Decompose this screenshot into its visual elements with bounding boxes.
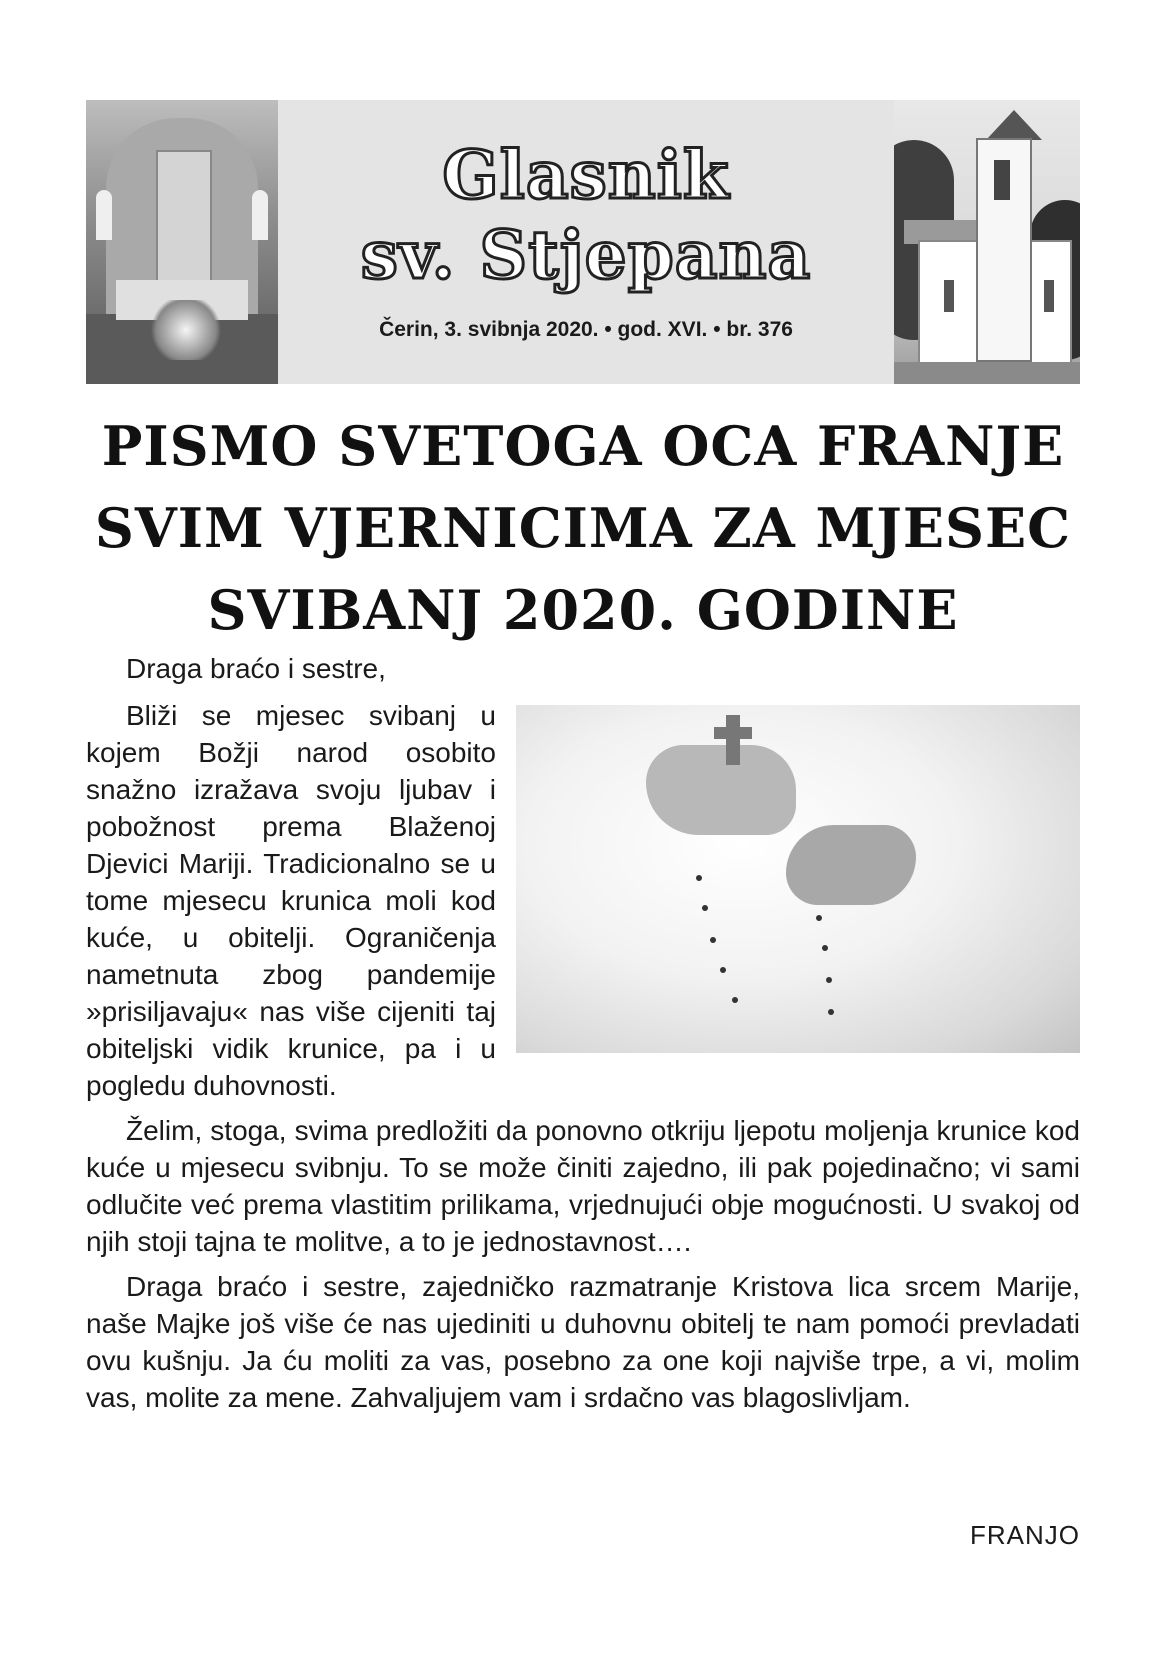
headline-line2: SVIM VJERNICIMA ZA MJESEC <box>94 496 1072 560</box>
paragraph-2: Želim, stoga, svima predložiti da ponovno otkriju ljepotu moljenja krunice kod kuće u mjesecu svibnju. To se može činiti zajedno, ili pak pojedinačno; vi sami odlučite već prema vlastitim prilikama, vrjednujući obje mogućnosti. U svakoj od njih stoji tajna te molitve, a to je jednostavnost…. <box>86 1115 1080 1257</box>
masthead-title-line1: Glasnik <box>442 136 730 214</box>
masthead-title-box <box>278 100 894 384</box>
masthead-title-line2: sv. Stjepana <box>360 216 812 294</box>
paragraph-1: Bliži se mjesec svibanj u kojem Božji narod osobito snažno izražava svoju ljubav i pobožnost prema Blaženoj Djevici Mariji. Tradicionalno se u tome mjesecu krunica moli kod kuće, u obitelji. Ograničenja nametnuta zbog pandemije »prisiljavaju« nas više cijeniti taj obiteljski vidik krunice, pa i u pogledu duhovnosti. <box>86 700 496 1101</box>
greeting: Draga braćo i sestre, <box>126 653 386 684</box>
article-body <box>86 650 1080 1424</box>
issue-info: Čerin, 3. svibnja 2020. • god. XVI. • br. 376 <box>379 318 793 341</box>
article-headline <box>86 405 1080 651</box>
masthead <box>86 100 1080 384</box>
headline-line1: PISMO SVETOGA OCA FRANJE <box>101 414 1065 478</box>
paragraph-3: Draga braćo i sestre, zajedničko razmatranje Kristova lica srcem Marije, naše Majke još više će nas ujediniti u duhovnu obitelj te nam pomoći prevladati ovu kušnju. Ja ću moliti za vas, posebno za one koji najviše trpe, a vi, molim vas, molite za mene. Zahvaljujem vam i srdačno vas blagoslivljam. <box>86 1271 1080 1413</box>
church-interior-photo <box>86 100 278 384</box>
signature: FRANJO <box>970 1520 1080 1550</box>
rosary-hands-photo <box>516 705 1080 1053</box>
headline-line3: SVIBANJ 2020. GODINE <box>207 578 959 642</box>
church-exterior-photo <box>894 100 1080 384</box>
